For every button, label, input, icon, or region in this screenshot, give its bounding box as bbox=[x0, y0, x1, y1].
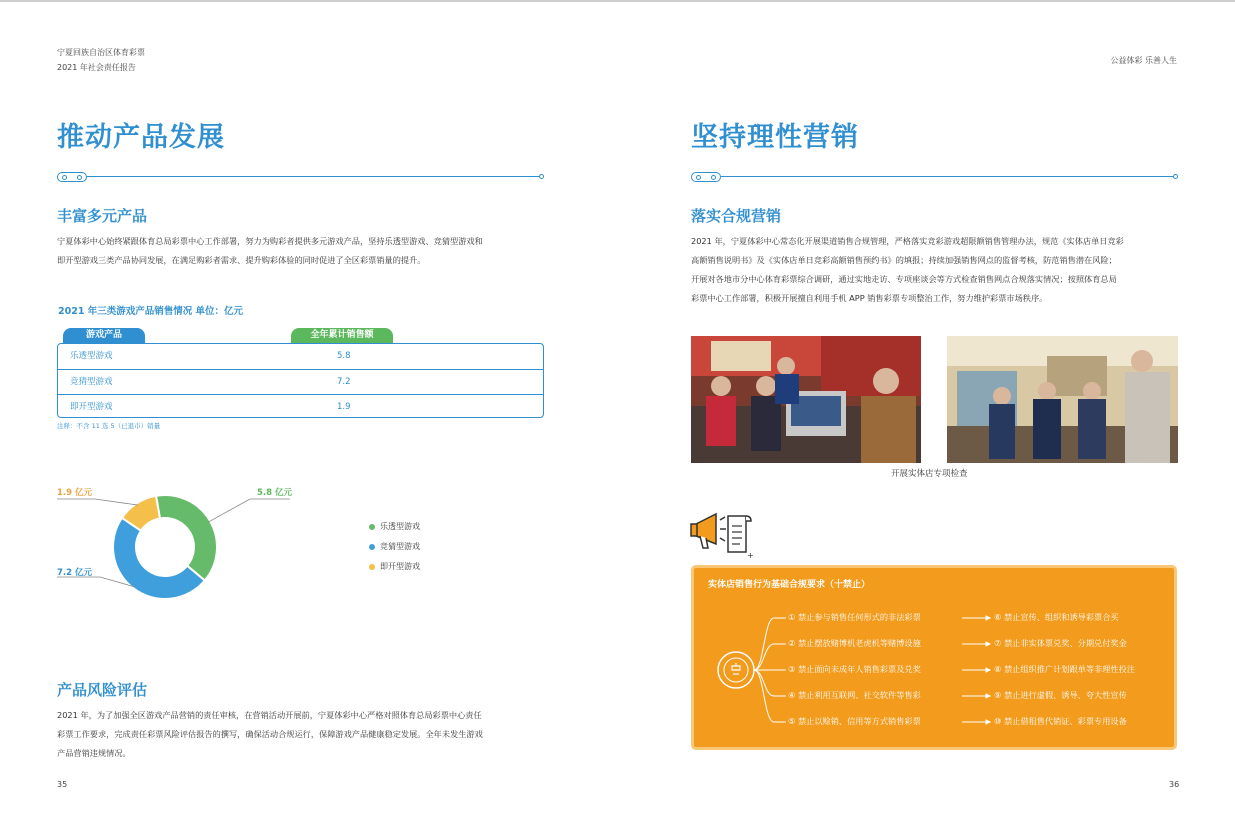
chart-label-instant: 1.9 亿元 bbox=[57, 488, 93, 498]
section-body: 2021 年，为了加强全区游戏产品营销的责任审核，在营销活动开展前，宁夏体彩中心严格对照体育总局彩票中心责任 彩票工作要求，完成责任彩票风险评估报告的撰写，确保活动合规运行，保障游戏产品健康稳定发展。全年未发生游戏 产品营销违规情况。 bbox=[57, 710, 483, 758]
title-divider bbox=[57, 172, 544, 182]
section-heading: 丰富多元产品 bbox=[57, 207, 148, 225]
rule-item: ② 禁止摆放赌博机老虎机等赌博设施 bbox=[788, 638, 921, 648]
svg-text:+: + bbox=[747, 551, 754, 560]
rule-item: ⑨ 禁止进行虚假、诱导、夸大性宣传 bbox=[994, 690, 1127, 700]
page-title: 坚持理性营销 bbox=[691, 122, 859, 153]
page-title: 推动产品发展 bbox=[57, 122, 225, 153]
rule-item: ① 禁止参与销售任何形式的非法彩票 bbox=[788, 612, 921, 622]
rule-item: ⑩ 禁止借租售代销证、彩票专用设备 bbox=[994, 716, 1127, 726]
rule-item: ⑦ 禁止非实体票兑奖、分期兑付奖金 bbox=[994, 638, 1127, 648]
table-note: 注释：不含 11 选 5（已退市）销量 bbox=[57, 422, 161, 430]
compliance-rules-panel bbox=[691, 565, 1177, 750]
table-row: 乐透型游戏 5.8 bbox=[70, 351, 351, 361]
table-header-product: 游戏产品 bbox=[63, 328, 145, 343]
left-page bbox=[0, 0, 617, 838]
rule-item: ⑥ 禁止宣传、组织和诱导彩票合买 bbox=[994, 612, 1119, 622]
rules-title: 实体店销售行为基础合规要求（十禁止） bbox=[708, 580, 871, 590]
leader-line-3 bbox=[57, 499, 138, 505]
sales-table bbox=[57, 343, 544, 418]
section-heading: 落实合规营销 bbox=[691, 207, 782, 225]
page-number: 36 bbox=[1169, 780, 1180, 789]
table-row: 竞猜型游戏 7.2 bbox=[58, 369, 543, 394]
chart-label-lotto: 5.8 亿元 bbox=[257, 488, 293, 498]
section-heading: 产品风险评估 bbox=[57, 681, 148, 699]
legend-item: 竞猜型游戏 bbox=[369, 537, 420, 557]
rule-item: ⑧ 禁止组织推广计划跟单等非理性投注 bbox=[994, 664, 1135, 674]
table-row: 即开型游戏 1.9 bbox=[58, 394, 543, 418]
rule-item: ③ 禁止面向未成年人销售彩票及兑奖 bbox=[788, 664, 921, 674]
photo-caption: 开展实体店专项检查 bbox=[891, 469, 968, 479]
legend-item: 即开型游戏 bbox=[369, 557, 420, 577]
leader-line-1 bbox=[208, 499, 290, 522]
store-inspection-photo-2 bbox=[947, 336, 1178, 463]
table-header-sales: 全年累计销售额 bbox=[291, 328, 393, 343]
table-title: 2021 年三类游戏产品销售情况 单位：亿元 bbox=[58, 306, 244, 317]
header-slogan: 公益体彩 乐善人生 bbox=[1110, 56, 1177, 65]
rule-item: ⑤ 禁止以赊销、信用等方式销售彩票 bbox=[788, 716, 921, 726]
title-divider bbox=[691, 172, 1178, 182]
page-number: 35 bbox=[57, 780, 68, 789]
legend-item: 乐透型游戏 bbox=[369, 517, 420, 537]
header-org: 宁夏回族自治区体育彩票 bbox=[57, 48, 145, 57]
rule-item: ④ 禁止利用互联网、社交软件等售彩 bbox=[788, 690, 921, 700]
chart-label-sports: 7.2 亿元 bbox=[57, 568, 93, 578]
chart-legend bbox=[369, 517, 420, 577]
megaphone-icon bbox=[690, 510, 754, 562]
sales-donut-chart bbox=[0, 480, 320, 610]
section-body: 宁夏体彩中心始终紧跟体育总局彩票中心工作部署，努力为购彩者提供多元游戏产品，坚持乐透型游戏、竞猜型游戏和 即开型游戏三类产品协同发展，在满足购彩者需求、提升购彩体验的同时促进了全区彩票销量的提升。 bbox=[57, 236, 483, 265]
header-report: 2021 年社会责任报告 bbox=[57, 63, 136, 72]
store-inspection-photo-1 bbox=[691, 336, 921, 463]
section-body: 2021 年，宁夏体彩中心常态化开展渠道销售合规管理，严格落实竞彩游戏超限额销售管理办法，规范《实体店单日竞彩 高额销售说明书》及《实体店单日竞彩高额销售预约书》的填报；持续加强销售网点的监督考核，防范销售潜在风险； 开展对各地市分中心体育彩票综合调研，通过实地走访、专项座谈会等方式检查销售网点合规落实情况；按照体育总局 彩票中心工作部署，积极开展擅自利用手机 APP 销售彩票专项整治工作，努力维护彩票市场秩序。 bbox=[691, 236, 1124, 303]
